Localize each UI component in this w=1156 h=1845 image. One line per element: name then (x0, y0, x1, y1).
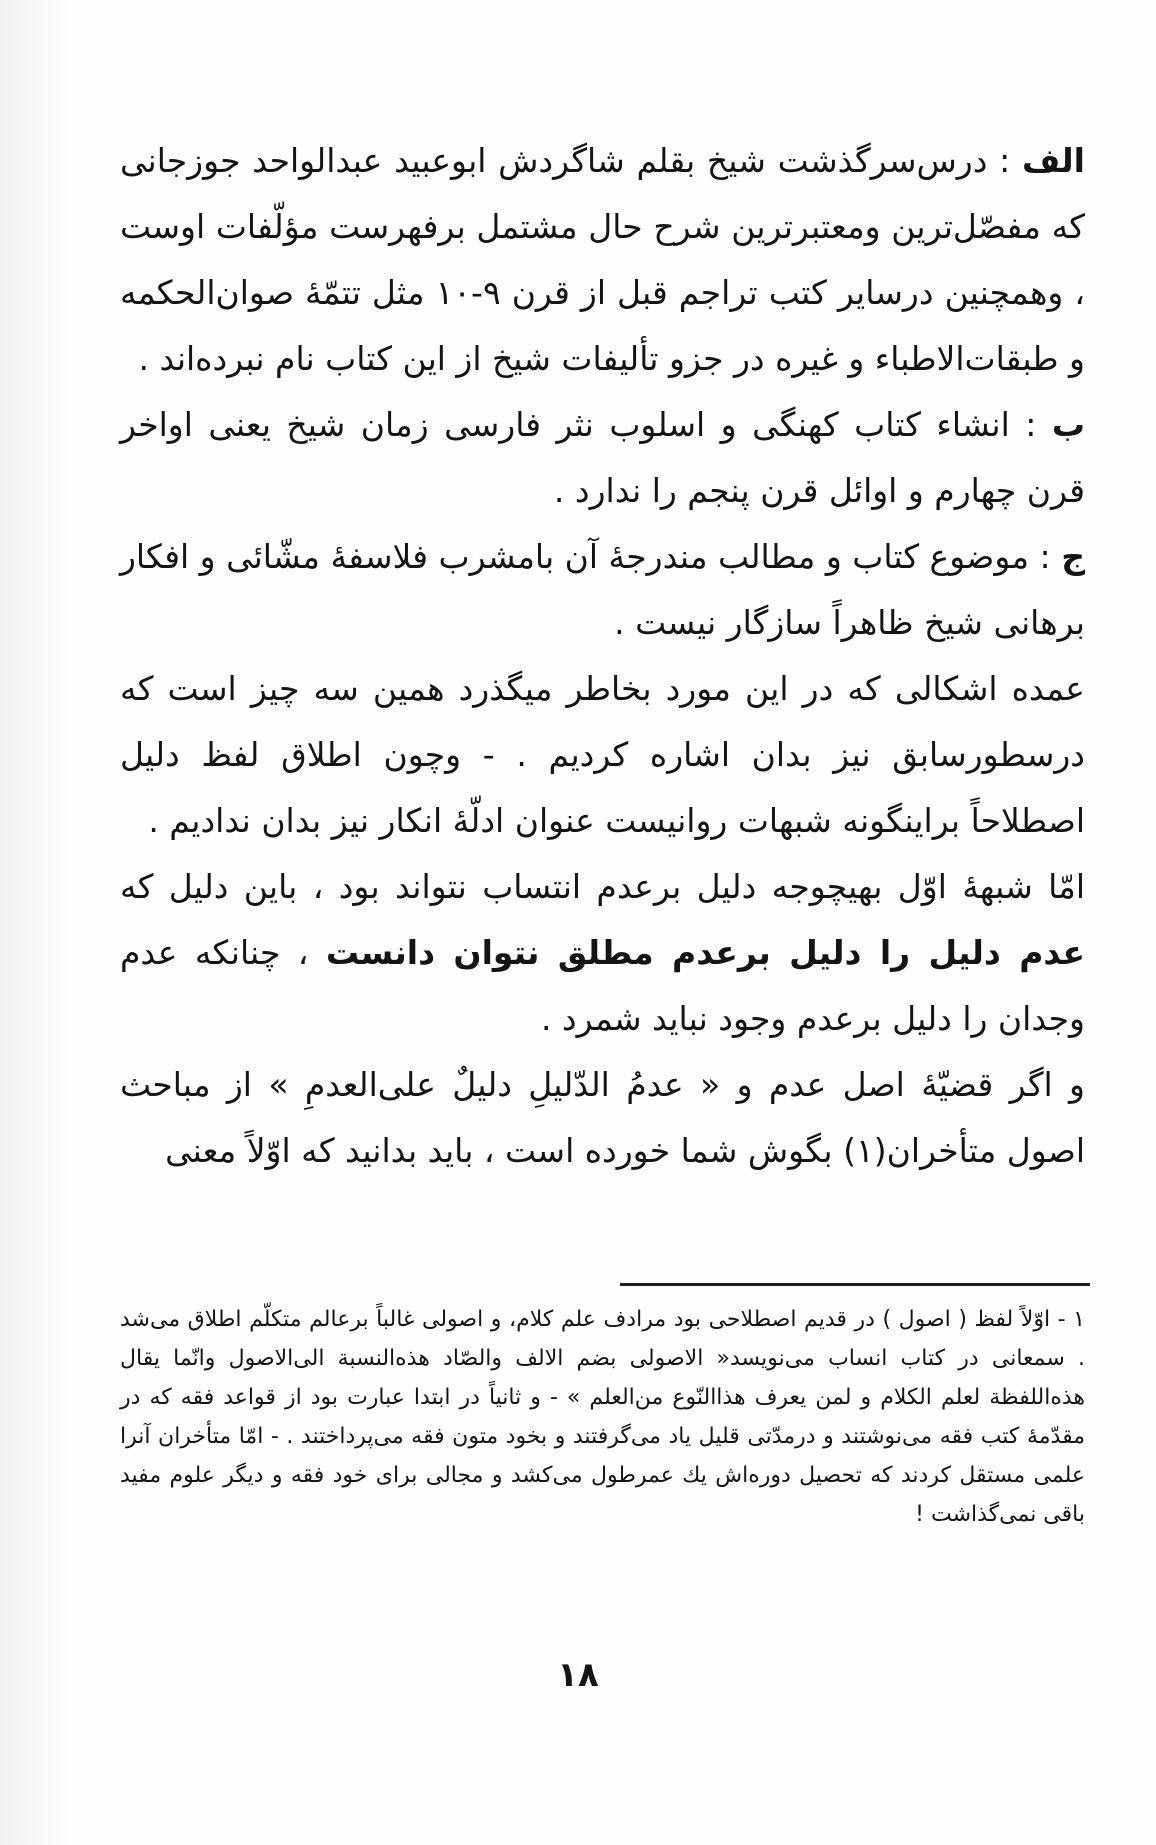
footnote (120, 1300, 1085, 1534)
page-number: ۱۸ (557, 1655, 599, 1695)
paragraph-5-start: امّا شبههٔ اوّل بهیچوجه دلیل برعدم انتساب نتواند بود ، باین دلیل که (120, 867, 1085, 906)
paragraph-jim (120, 524, 1085, 656)
scan-shadow-edge (0, 0, 70, 1845)
paragraph-be (120, 392, 1085, 524)
paragraph-be-text: : انشاء کتاب کهنگی و اسلوب نثر فارسی زمان شیخ یعنی اواخر قرن چهارم و اوائل قرن پنجم را ندارد . (120, 405, 1085, 510)
paragraph-4: عمده اشکالی که در این مورد بخاطر میگذرد همین سه چیز است که درسطورسابق نیز بدان اشاره کردیم . - وچون اطلاق لفظ دلیل اصطلاحاً براینگونه شبهات روانیست عنوان ادلّهٔ انکار نیز بدان ندادیم . (120, 669, 1085, 840)
footnote-text: ۱ - اوّلاً لفظ ( اصول ) در قدیم اصطلاحی بود مرادف علم کلام، و اصولی غالباً برعالم متکلّم اطلاق می‌شد . سمعانی در کتاب انساب می‌نویسد« الاصولی بضم الالف والصّاد هذه‌النسبة الی‌الاصول وانّما یقال هذه‌اللفظة لعلم الکلام و لمن یعرف هذاالنّوع من‌العلم » - و ثانیاً در ابتدا عبارت بود از قواعد فقه که در مقدّمهٔ کتب فقه می‌نوشتند و درمدّتی قلیل یاد می‌گرفتند و بخود متون فقه می‌پرداختند . - امّا متأخران آنرا علمی مستقل کردند که تحصیل دوره‌اش یك عمرطول می‌کشد و مجالی برای خود فقه و دیگر علوم مفید باقی نمی‌گذاشت ! (120, 1307, 1085, 1527)
footnote-divider (620, 1283, 1090, 1286)
paragraph-5-bold: عدم دلیل را دلیل برعدم مطلق نتوان دانست (325, 933, 1085, 972)
paragraph-6: و اگر قضیّهٔ اصل عدم و « عدمُ الدّلیلِ دلیلٌ علی‌العدمِ » از مباحث اصول متأخران(۱) بگوش شما خورده است ، باید بدانید که اوّلاً معنی (120, 1065, 1085, 1170)
label-jim: ج (1061, 537, 1085, 576)
paragraph-jim-text: : موضوع کتاب و مطالب مندرجهٔ آن بامشرب فلاسفهٔ مشّائی و افکار برهانی شیخ ظاهراً سازگار نیست . (120, 537, 1085, 642)
paragraph-5 (120, 854, 1085, 1052)
main-text (120, 128, 1085, 1184)
label-alef: الف (1021, 141, 1085, 180)
label-be: ب (1051, 405, 1085, 444)
paragraph-5-end: ، چنانکه عدم وجدان را دلیل برعدم وجود نباید شمرد . (120, 933, 1085, 1038)
paragraph-alef-text: : درس‌سرگذشت شیخ بقلم شاگردش ابوعبید عبدالواحد جوزجانی که مفصّل‌ترین ومعتبرترین شرح حال مشتمل برفهرست مؤلّفات اوست ، وهمچنین درسایر کتب تراجم قبل از قرن ۹-۱۰ مثل تتمّهٔ صوان‌الحکمه و طبقات‌الاطباء و غیره در جزو تألیفات شیخ از این کتاب نام نبرده‌اند . (120, 141, 1085, 378)
paragraph-alef (120, 128, 1085, 392)
